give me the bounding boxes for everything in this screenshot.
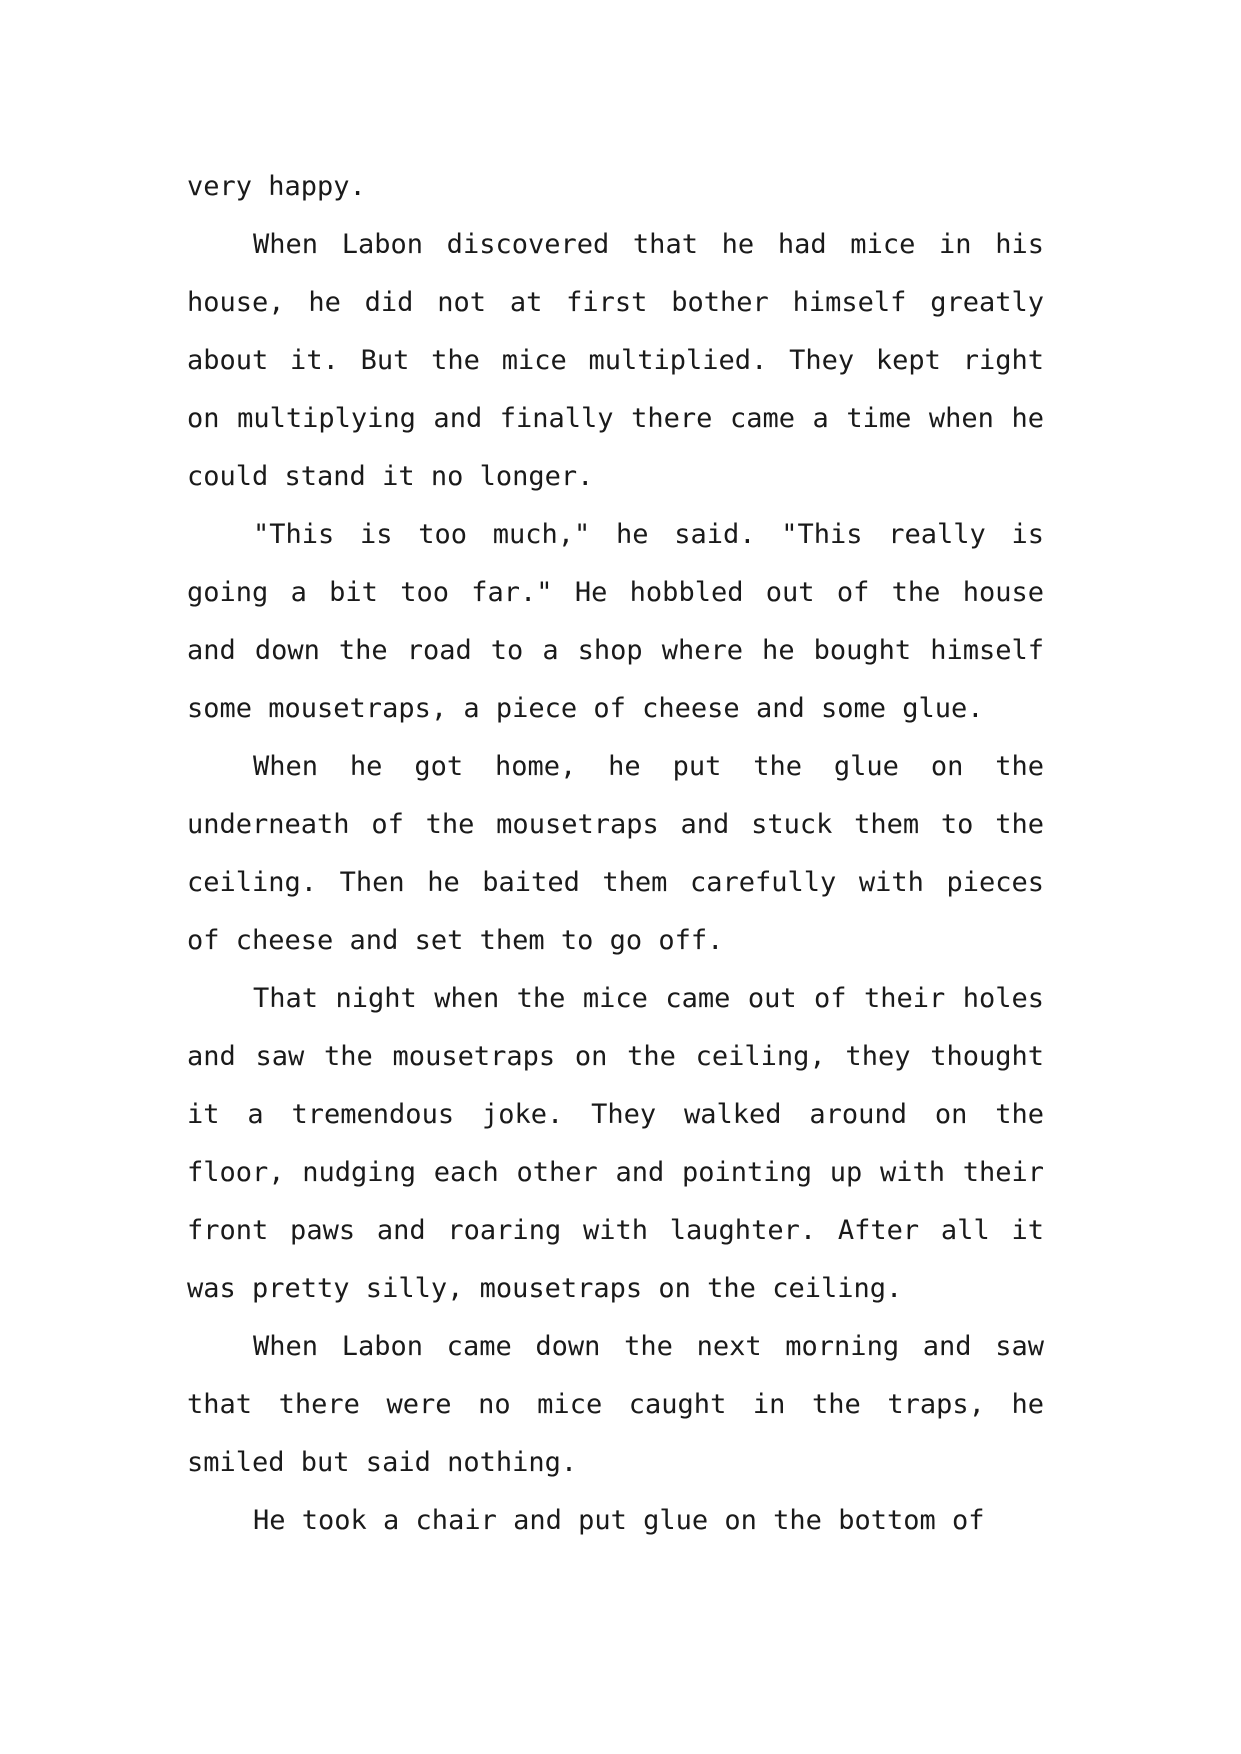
paragraph: When Labon came down the next morning and saw that there were no mice caught in the traps, he smiled but said nothing. (187, 1331, 1044, 1478)
paragraph: When he got home, he put the glue on the underneath of the mousetraps and stuck them to the ceiling. Then he baited them carefully with pieces of cheese and set them to go off. (187, 751, 1044, 956)
body-text (187, 158, 1044, 1550)
paragraph: He took a chair and put glue on the bottom of (253, 1505, 985, 1536)
paragraph: When Labon discovered that he had mice in his house, he did not at first bother himself greatly about it. But the mice multiplied. They kept right on multiplying and finally there came a time when he could stand it no longer. (187, 229, 1044, 492)
paragraph: "This is too much," he said. "This really is going a bit too far." He hobbled out of the house and down the road to a shop where he bought himself some mousetraps, a piece of cheese and some glue. (187, 519, 1044, 724)
paragraph: That night when the mice came out of their holes and saw the mousetraps on the ceiling, they thought it a tremendous joke. They walked around on the floor, nudging each other and pointing up with their front paws and roaring with laughter. After all it was pretty silly, mousetraps on the ceiling. (187, 983, 1044, 1304)
paragraph: very happy. (187, 171, 366, 202)
